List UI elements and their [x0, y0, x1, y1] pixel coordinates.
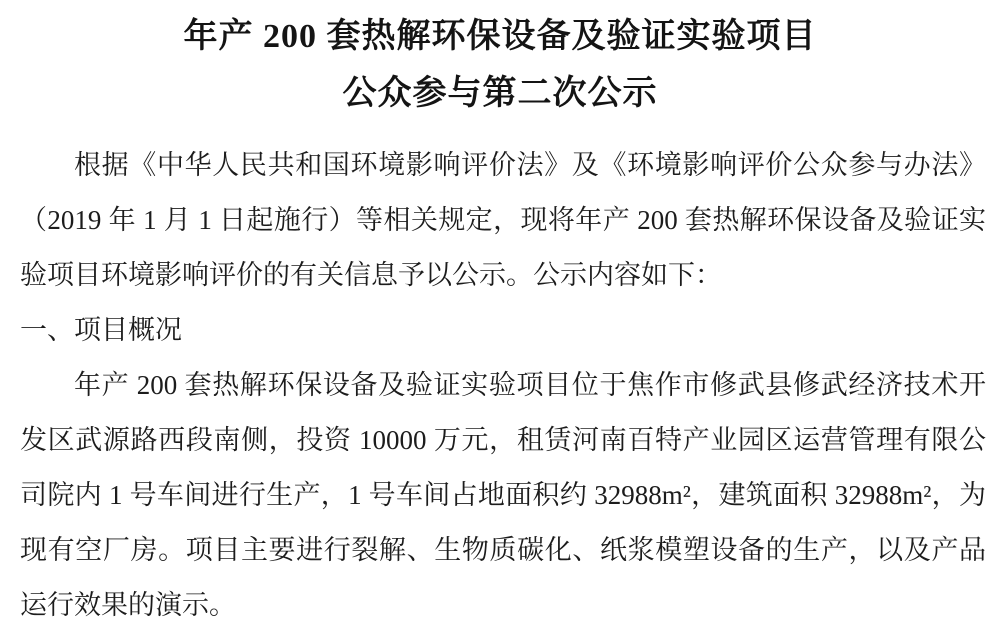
document-body	[20, 138, 986, 620]
section-1-paragraph: 年产 200 套热解环保设备及验证实验项目位于焦作市修武县修武经济技术开发区武源路西段南侧，投资 10000 万元，租赁河南百特产业园区运营管理有限公司院内 1 号车间进行生产，1 号车间占地面积约 32988m²，建筑面积 32988m²，为现有空厂房。项目主要进行裂解、生物质碳化、纸浆模塑设备的生产，以及产品运行效果的演示。	[20, 370, 986, 620]
document-title	[30, 8, 970, 122]
section-1-heading: 一、项目概况	[20, 315, 182, 345]
intro-paragraph: 根据《中华人民共和国环境影响评价法》及《环境影响评价公众参与办法》（2019 年 1 月 1 日起施行）等相关规定，现将年产 200 套热解环保设备及验证实验项目环境影响评价的有关信息予以公示。公示内容如下：	[20, 150, 986, 290]
document-title-line-1: 年产 200 套热解环保设备及验证实验项目	[183, 18, 817, 55]
document-title-line-2: 公众参与第二次公示	[342, 75, 658, 112]
